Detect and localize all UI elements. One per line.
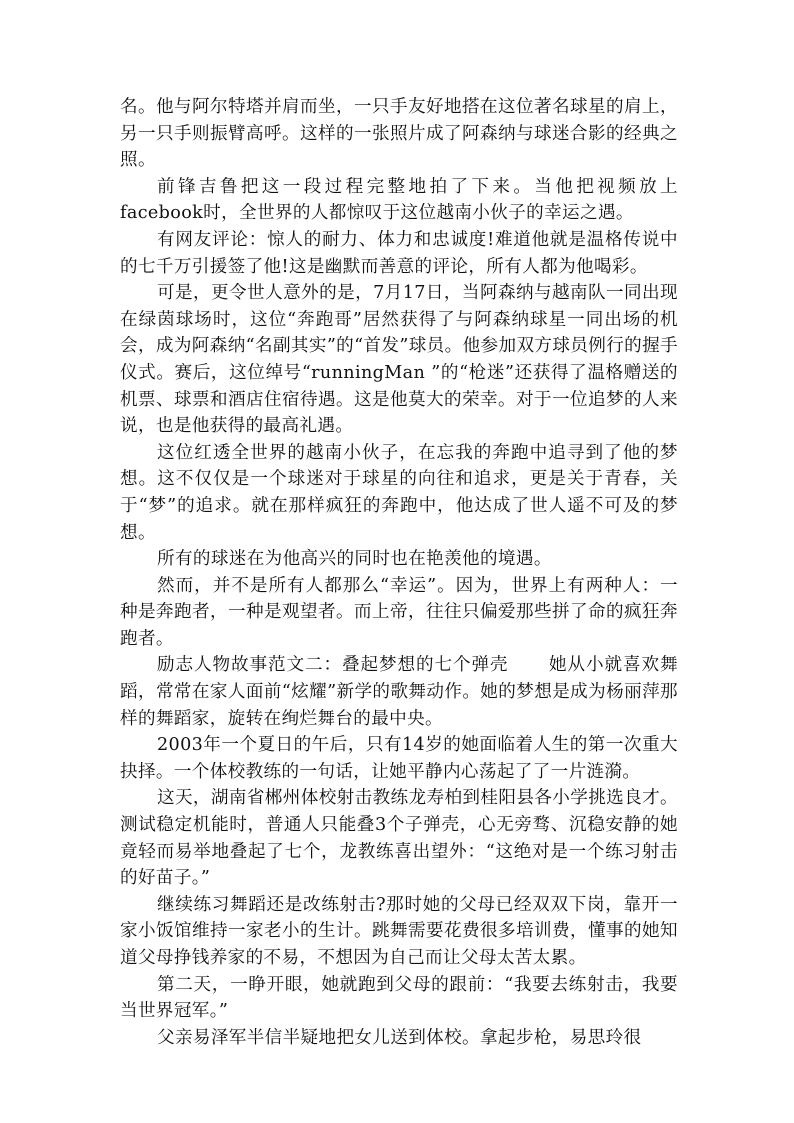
paragraph-11: 继续练习舞蹈还是改练射击?那时她的父母已经双双下岗，靠开一家小饭馆维持一家老小的生计。跳舞需要花费很多培训费，懂事的她知道父母挣钱养家的不易，不想因为自己而让父母太苦太累。: [120, 894, 678, 968]
story-two-body: 她从小就喜欢舞蹈，常常在家人面前“炫耀”新学的歌舞动作。她的梦想是成为杨丽萍那样的舞蹈家，旋转在绚烂舞台的最中央。: [120, 655, 678, 729]
story-two-heading: 励志人物故事范文二：叠起梦想的七个弹壳: [157, 655, 509, 676]
paragraph-7: 然而，并不是所有人都那么“幸运”。因为，世界上有两种人：一种是奔跑者，一种是观望者。而上帝，往往只偏爱那些拼了命的疯狂奔跑者。: [120, 575, 678, 649]
paragraph-1: 名。他与阿尔特塔并肩而坐，一只手友好地搭在这位著名球星的肩上，另一只手则振臂高呼。这样的一张照片成了阿森纳与球迷合影的经典之照。: [120, 97, 678, 171]
paragraph-9: 2003年一个夏日的午后，只有14岁的她面临着人生的第一次重大抉择。一个体校教练的一句话，让她平静内心荡起了了一片涟漪。: [120, 735, 678, 782]
paragraph-12: 第二天，一睁开眼，她就跑到父母的跟前：“我要去练射击，我要当世界冠军。”: [120, 974, 678, 1022]
story-two-paragraph: [120, 652, 678, 732]
document-page: [120, 94, 678, 1051]
paragraph-4: 可是，更令世人意外的是，7月17日，当阿森纳与越南队一同出现在绿茵球场时，这位“奔跑哥”居然获得了与阿森纳球星一同出场的机会，成为阿森纳“名副其实”的“首发”球员。他参加双方球员例行的握手仪式。赛后，这位绰号“runningMan ”的“枪迷”还获得了温格赠送的机票、球票和酒店住宿待遇。这是他莫大的荣幸。对于一位追梦的人来说，也是他获得的最高礼遇。: [120, 283, 678, 437]
paragraph-2: 前锋吉鲁把这一段过程完整地拍了下来。当他把视频放上facebook时，全世界的人都惊叹于这位越南小伙子的幸运之遇。: [120, 176, 678, 224]
paragraph-5: 这位红透全世界的越南小伙子，在忘我的奔跑中追寻到了他的梦想。这不仅仅是一个球迷对于球星的向往和追求，更是关于青春，关于“梦”的追求。就在那样疯狂的奔跑中，他达成了世人遥不可及的梦想。: [120, 442, 678, 543]
paragraph-6: 所有的球迷在为他高兴的同时也在艳羡他的境遇。: [157, 549, 552, 570]
paragraph-10: 这天，湖南省郴州体校射击教练龙寿柏到桂阳县各小学挑选良才。测试稳定机能时，普通人只能叠3个子弹壳，心无旁骛、沉稳安静的她竟轻而易举地叠起了七个，龙教练喜出望外：“这绝对是一个练习射击的好苗子。”: [120, 788, 678, 889]
paragraph-3: 有网友评论：惊人的耐力、体力和忠诚度!难道他就是温格传说中的七千万引援签了他!这是幽默而善意的评论，所有人都为他喝彩。: [120, 229, 678, 277]
paragraph-13: 父亲易泽军半信半疑地把女儿送到体校。拿起步枪，易思玲很: [157, 1027, 642, 1048]
